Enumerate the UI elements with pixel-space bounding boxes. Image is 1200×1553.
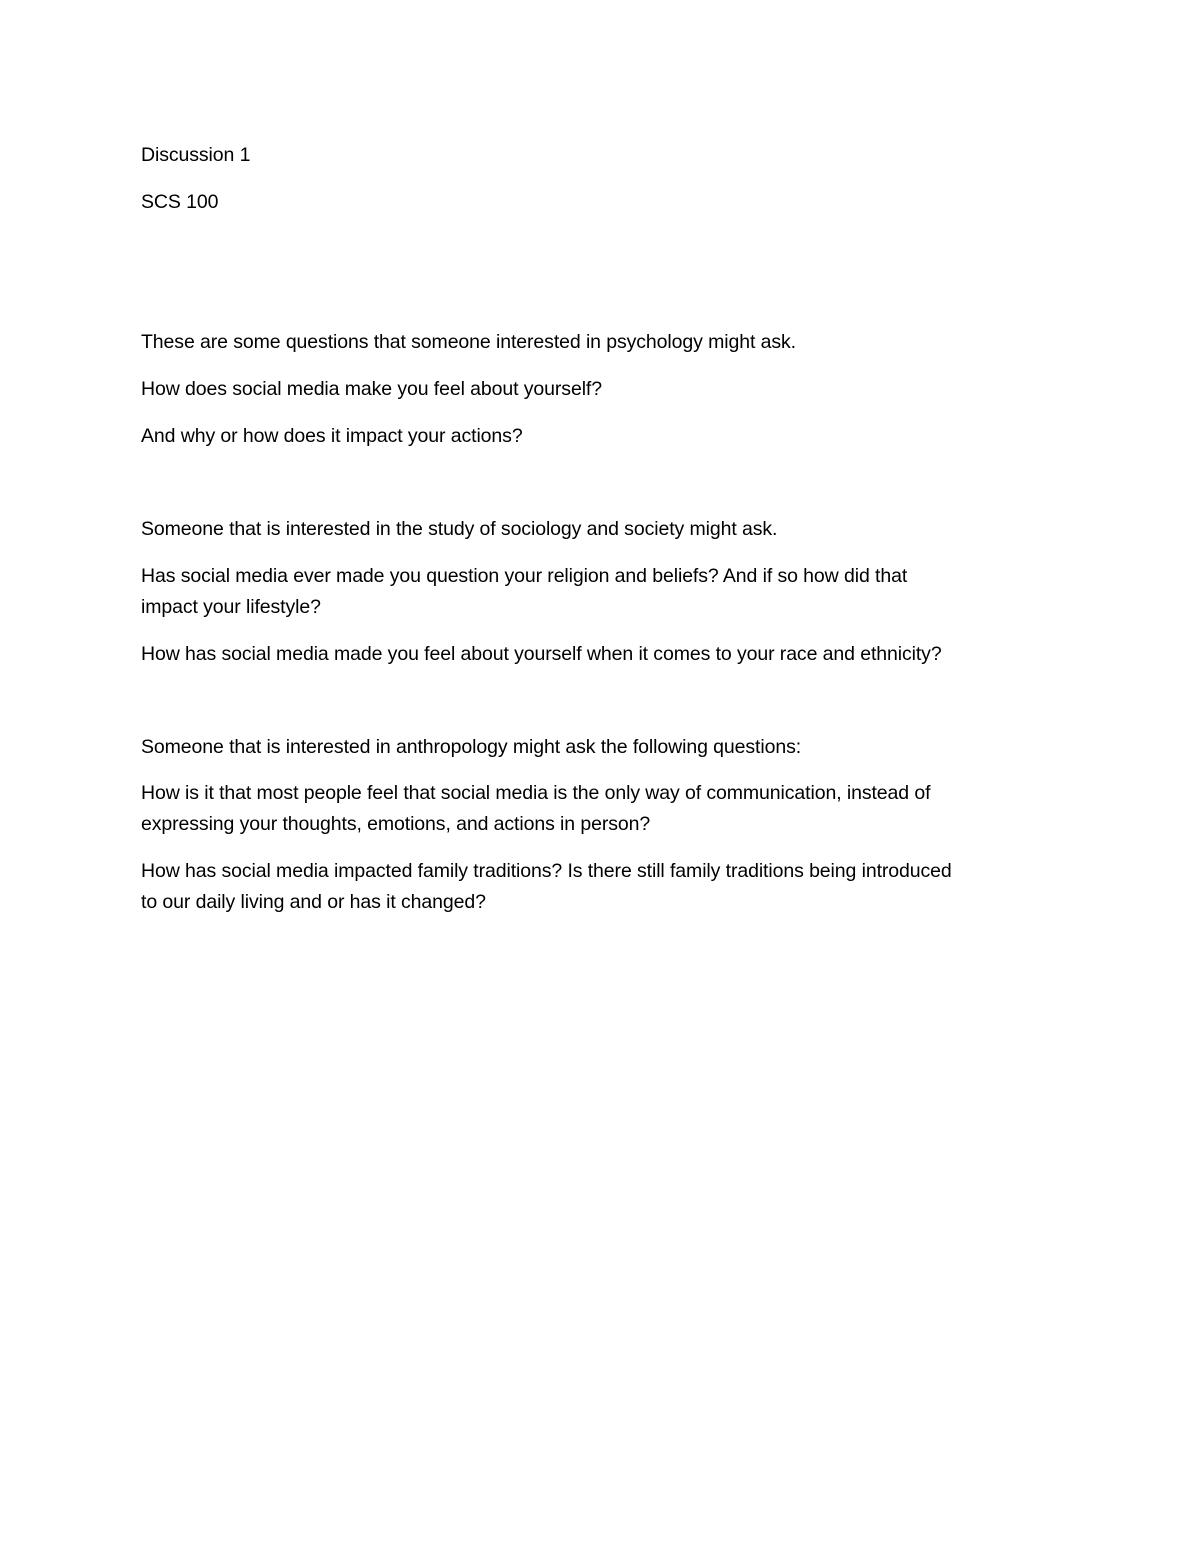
document-title: Discussion 1 <box>141 144 251 166</box>
sociology-question-1-line-1: Has social media ever made you question your religion and beliefs? And if so how did that <box>141 565 908 587</box>
sociology-question-1 <box>141 561 1071 623</box>
anthropology-question-2-line-2: to our daily living and or has it changed? <box>141 891 486 913</box>
anthropology-question-1-line-1: How is it that most people feel that social media is the only way of communication, instead of <box>141 782 931 804</box>
psychology-question-2: And why or how does it impact your actions? <box>141 425 523 447</box>
psychology-intro: These are some questions that someone interested in psychology might ask. <box>141 331 796 353</box>
sociology-intro: Someone that is interested in the study of sociology and society might ask. <box>141 518 778 540</box>
anthropology-question-1 <box>141 778 1071 840</box>
psychology-question-1: How does social media make you feel about yourself? <box>141 378 602 400</box>
anthropology-intro: Someone that is interested in anthropology might ask the following questions: <box>141 736 802 758</box>
anthropology-question-2 <box>141 856 1071 918</box>
sociology-question-1-line-2: impact your lifestyle? <box>141 596 321 618</box>
course-code: SCS 100 <box>141 191 219 213</box>
anthropology-question-2-line-1: How has social media impacted family traditions? Is there still family traditions being introduced <box>141 860 952 882</box>
sociology-question-2: How has social media made you feel about yourself when it comes to your race and ethnicity? <box>141 643 942 665</box>
anthropology-question-1-line-2: expressing your thoughts, emotions, and actions in person? <box>141 813 651 835</box>
